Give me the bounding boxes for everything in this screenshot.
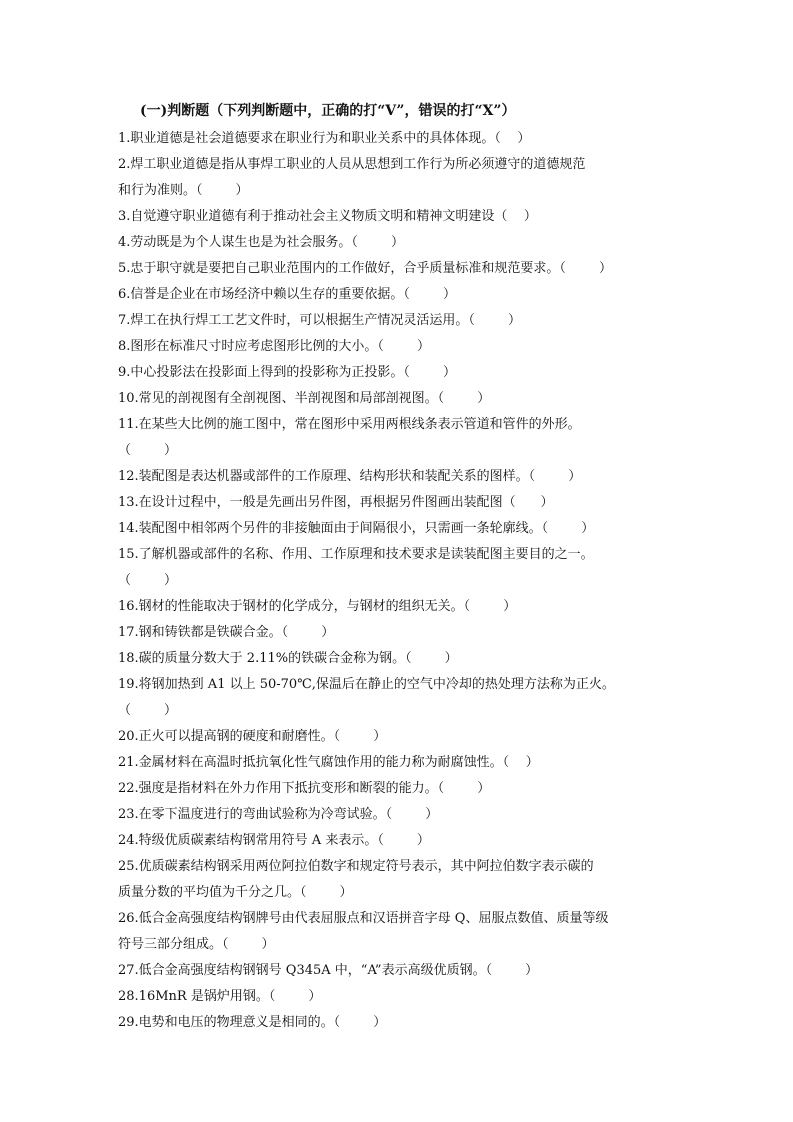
question-line: 27.低合金高强度结构钢钢号 Q345A 中，“A”表示高级优质钢。（ ） xyxy=(118,963,539,978)
question-line: 和行为准则。（ ） xyxy=(118,183,249,198)
question-line: 28.16MnR 是锅炉用钢。（ ） xyxy=(118,989,322,1004)
question-line: 24.特级优质碳素结构钢常用符号 A 来表示。（ ） xyxy=(118,833,430,848)
question-line: 1.职业道德是社会道德要求在职业行为和职业关系中的具体体现。（ ） xyxy=(118,131,531,146)
question-line: 25.优质碳素结构钢采用两位阿拉伯数字和规定符号表示，其中阿拉伯数字表示碳的 xyxy=(118,859,594,874)
question-line: 26.低合金高强度结构钢牌号由代表屈服点和汉语拼音字母 Q、屈服点数值、质量等级 xyxy=(118,911,609,926)
question-line: （ ） xyxy=(118,703,178,718)
question-line: 17.钢和铸铁都是铁碳合金。（ ） xyxy=(118,625,335,640)
question-line: 21.金属材料在高温时抵抗氧化性气腐蚀作用的能力称为耐腐蚀性。（ ） xyxy=(118,755,539,770)
question-line: 8.图形在标准尺寸时应考虑图形比例的大小。（ ） xyxy=(118,339,430,354)
question-line: 13.在设计过程中，一般是先画出另件图，再根据另件图画出装配图（ ） xyxy=(118,495,554,510)
question-line: 11.在某些大比例的施工图中，常在图形中采用两根线条表示管道和管件的外形。 xyxy=(118,417,581,432)
question-line: 3.自觉遵守职业道德有利于推动社会主义物质文明和精神文明建设（ ） xyxy=(118,209,537,224)
question-line: 6.信誉是企业在市场经济中赖以生存的重要依据。（ ） xyxy=(118,287,456,302)
question-line: 23.在零下温度进行的弯曲试验称为冷弯试验。（ ） xyxy=(118,807,439,822)
question-line: 2.焊工职业道德是指从事焊工职业的人员从思想到工作行为所必须遵守的道德规范 xyxy=(118,157,586,172)
question-line: 20.正火可以提高钢的硬度和耐磨性。（ ） xyxy=(118,729,387,744)
question-line: （ ） xyxy=(118,573,178,588)
question-line: 14.装配图中相邻两个另件的非接触面由于间隔很小，只需画一条轮廓线。（ ） xyxy=(118,521,595,536)
question-line: 22.强度是指材料在外力作用下抵抗变形和断裂的能力。（ ） xyxy=(118,781,491,796)
question-line: 5.忠于职守就是要把自己职业范围内的工作做好，合乎质量标准和规范要求。（ ） xyxy=(118,261,612,276)
question-line: 16.钢材的性能取决于钢材的化学成分，与钢材的组织无关。（ ） xyxy=(118,599,517,614)
question-line: 10.常见的剖视图有全剖视图、半剖视图和局部剖视图。（ ） xyxy=(118,391,491,406)
question-list xyxy=(118,126,678,1036)
question-line: 符号三部分组成。（ ） xyxy=(118,937,275,952)
question-line: 质量分数的平均值为千分之几。（ ） xyxy=(118,885,353,900)
question-line: 29.电势和电压的物理意义是相同的。（ ） xyxy=(118,1015,387,1030)
question-line: 7.焊工在执行焊工工艺文件时，可以根据生产情况灵活运用。（ ） xyxy=(118,313,521,328)
question-line: 18.碳的质量分数大于 2.11%的铁碳合金称为钢。（ ） xyxy=(118,651,458,666)
section-heading: (一)判断题（下列判断题中，正确的打“V”，错误的打“X”） xyxy=(140,103,516,119)
question-line: 12.装配图是表达机器或部件的工作原理、结构形状和装配关系的图样。（ ） xyxy=(118,469,582,484)
question-line: 15.了解机器或部件的名称、作用、工作原理和技术要求是读装配图主要目的之一。 xyxy=(118,547,594,562)
question-line: 19.将钢加热到 A1 以上 50-70℃,保温后在静止的空气中冷却的热处理方法称为正火。 xyxy=(118,677,615,692)
question-line: （ ） xyxy=(118,443,178,458)
question-line: 4.劳动既是为个人谋生也是为社会服务。（ ） xyxy=(118,235,404,250)
question-line: 9.中心投影法在投影面上得到的投影称为正投影。（ ） xyxy=(118,365,456,380)
